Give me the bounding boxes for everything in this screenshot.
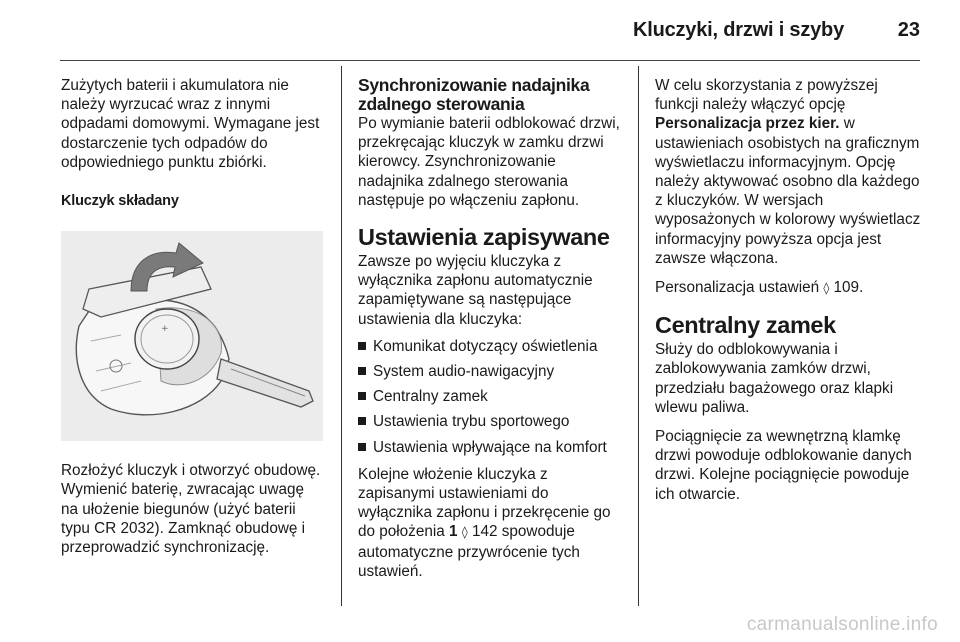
paragraph-restore-settings: Kolejne włożenie kluczyka z zapisanymi ustawieniami do wyłącznika zapłonu i przekręcenie go do położenia 1 ◊ 142 spowoduje automatyczne przywrócenie tych ustawień. [358,465,611,580]
paragraph-battery-disposal: Zużytych baterii i akumulatora nie należy wyrzucać wraz z innymi odpadami domowymi. Wymagane jest dostarczenie tych odpadów do odpowiedniego punktu zbiórki. [61,77,320,171]
paragraph-sync-remote: Po wymianie baterii odblokować drzwi, przekręcając kluczyk w zamku drzwi kierowcy. Zsynchronizowanie nadajnika zdalnego sterowania następuje po włączeniu zapłonu. [358,115,620,209]
watermark: carmanualsonline.info [746,614,938,635]
saved-settings-list [358,337,624,457]
page-reference[interactable]: 109 [833,279,860,297]
list-item: Ustawienia wpływające na komfort [358,438,624,457]
paragraph-saved-settings: Zawsze po wyjęciu kluczyka z wyłącznika zapłonu automatycznie zapamiętywane są następujące ustawienia dla kluczyka: [358,253,593,328]
list-item: Ustawienia trybu sportowego [358,412,624,431]
header-title: Kluczyki, drzwi i szyby [632,19,844,41]
heading-saved-settings: Ustawienia zapisywane [358,224,610,251]
page-reference-icon: ◊ [461,525,468,540]
key-battery-illustration [61,231,323,441]
list-item: Komunikat dotyczący oświetlenia [358,337,624,356]
column-divider-1 [341,66,342,606]
paragraph-personalization-ref: Personalizacja ustawień ◊ 109. [655,279,864,297]
page-number: 23 [897,19,920,41]
page-reference-icon: ◊ [823,281,830,296]
column-2 [358,76,624,591]
column-divider-2 [638,66,639,606]
heading-central-locking: Centralny zamek [655,312,836,339]
paragraph-central-locking: Służy do odblokowywania i zablokowywania zamków drzwi, przedziału bagażowego oraz klapki wlewu paliwa. [655,341,894,416]
heading-sync-remote: Synchronizowanie nadajnika zdalnego sterowania [358,75,590,114]
page-reference[interactable]: 142 [471,523,498,541]
page-header [60,0,920,62]
option-name: Personalizacja przez kier. [655,115,840,133]
header-rule [60,60,920,61]
svg-text:+: + [161,324,169,335]
paragraph-enable-option: W celu skorzystania z powyższej funkcji należy włączyć opcję Personalizacja przez kier. w ustawieniach osobistych na graficznym wyświetlaczu informacyjnym. Opcję należy aktywować osobno dla każdego z kluczyków. W wersjach wyposażonych w kolorowy wyświetlacz informacyjny powyższa opcja jest zawsze włączona. [655,77,921,267]
heading-folding-key: Kluczyk składany [61,193,179,210]
column-1 [61,76,323,567]
paragraph-replace-battery: Rozłożyć kluczyk i otworzyć obudowę. Wymienić baterię, zwracając uwagę na ułożenie biegunów (użyć baterii typu CR 2032). Zamknąć obudowę i przeprowadzić synchronizację. [61,462,321,557]
column-3 [655,76,921,514]
list-item: System audio-nawigacyjny [358,362,624,381]
paragraph-door-handle: Pociągnięcie za wewnętrzną klamkę drzwi powoduje odblokowanie danych drzwi. Kolejne pociągnięcie powoduje ich otwarcie. [655,428,912,503]
list-item: Centralny zamek [358,387,624,406]
